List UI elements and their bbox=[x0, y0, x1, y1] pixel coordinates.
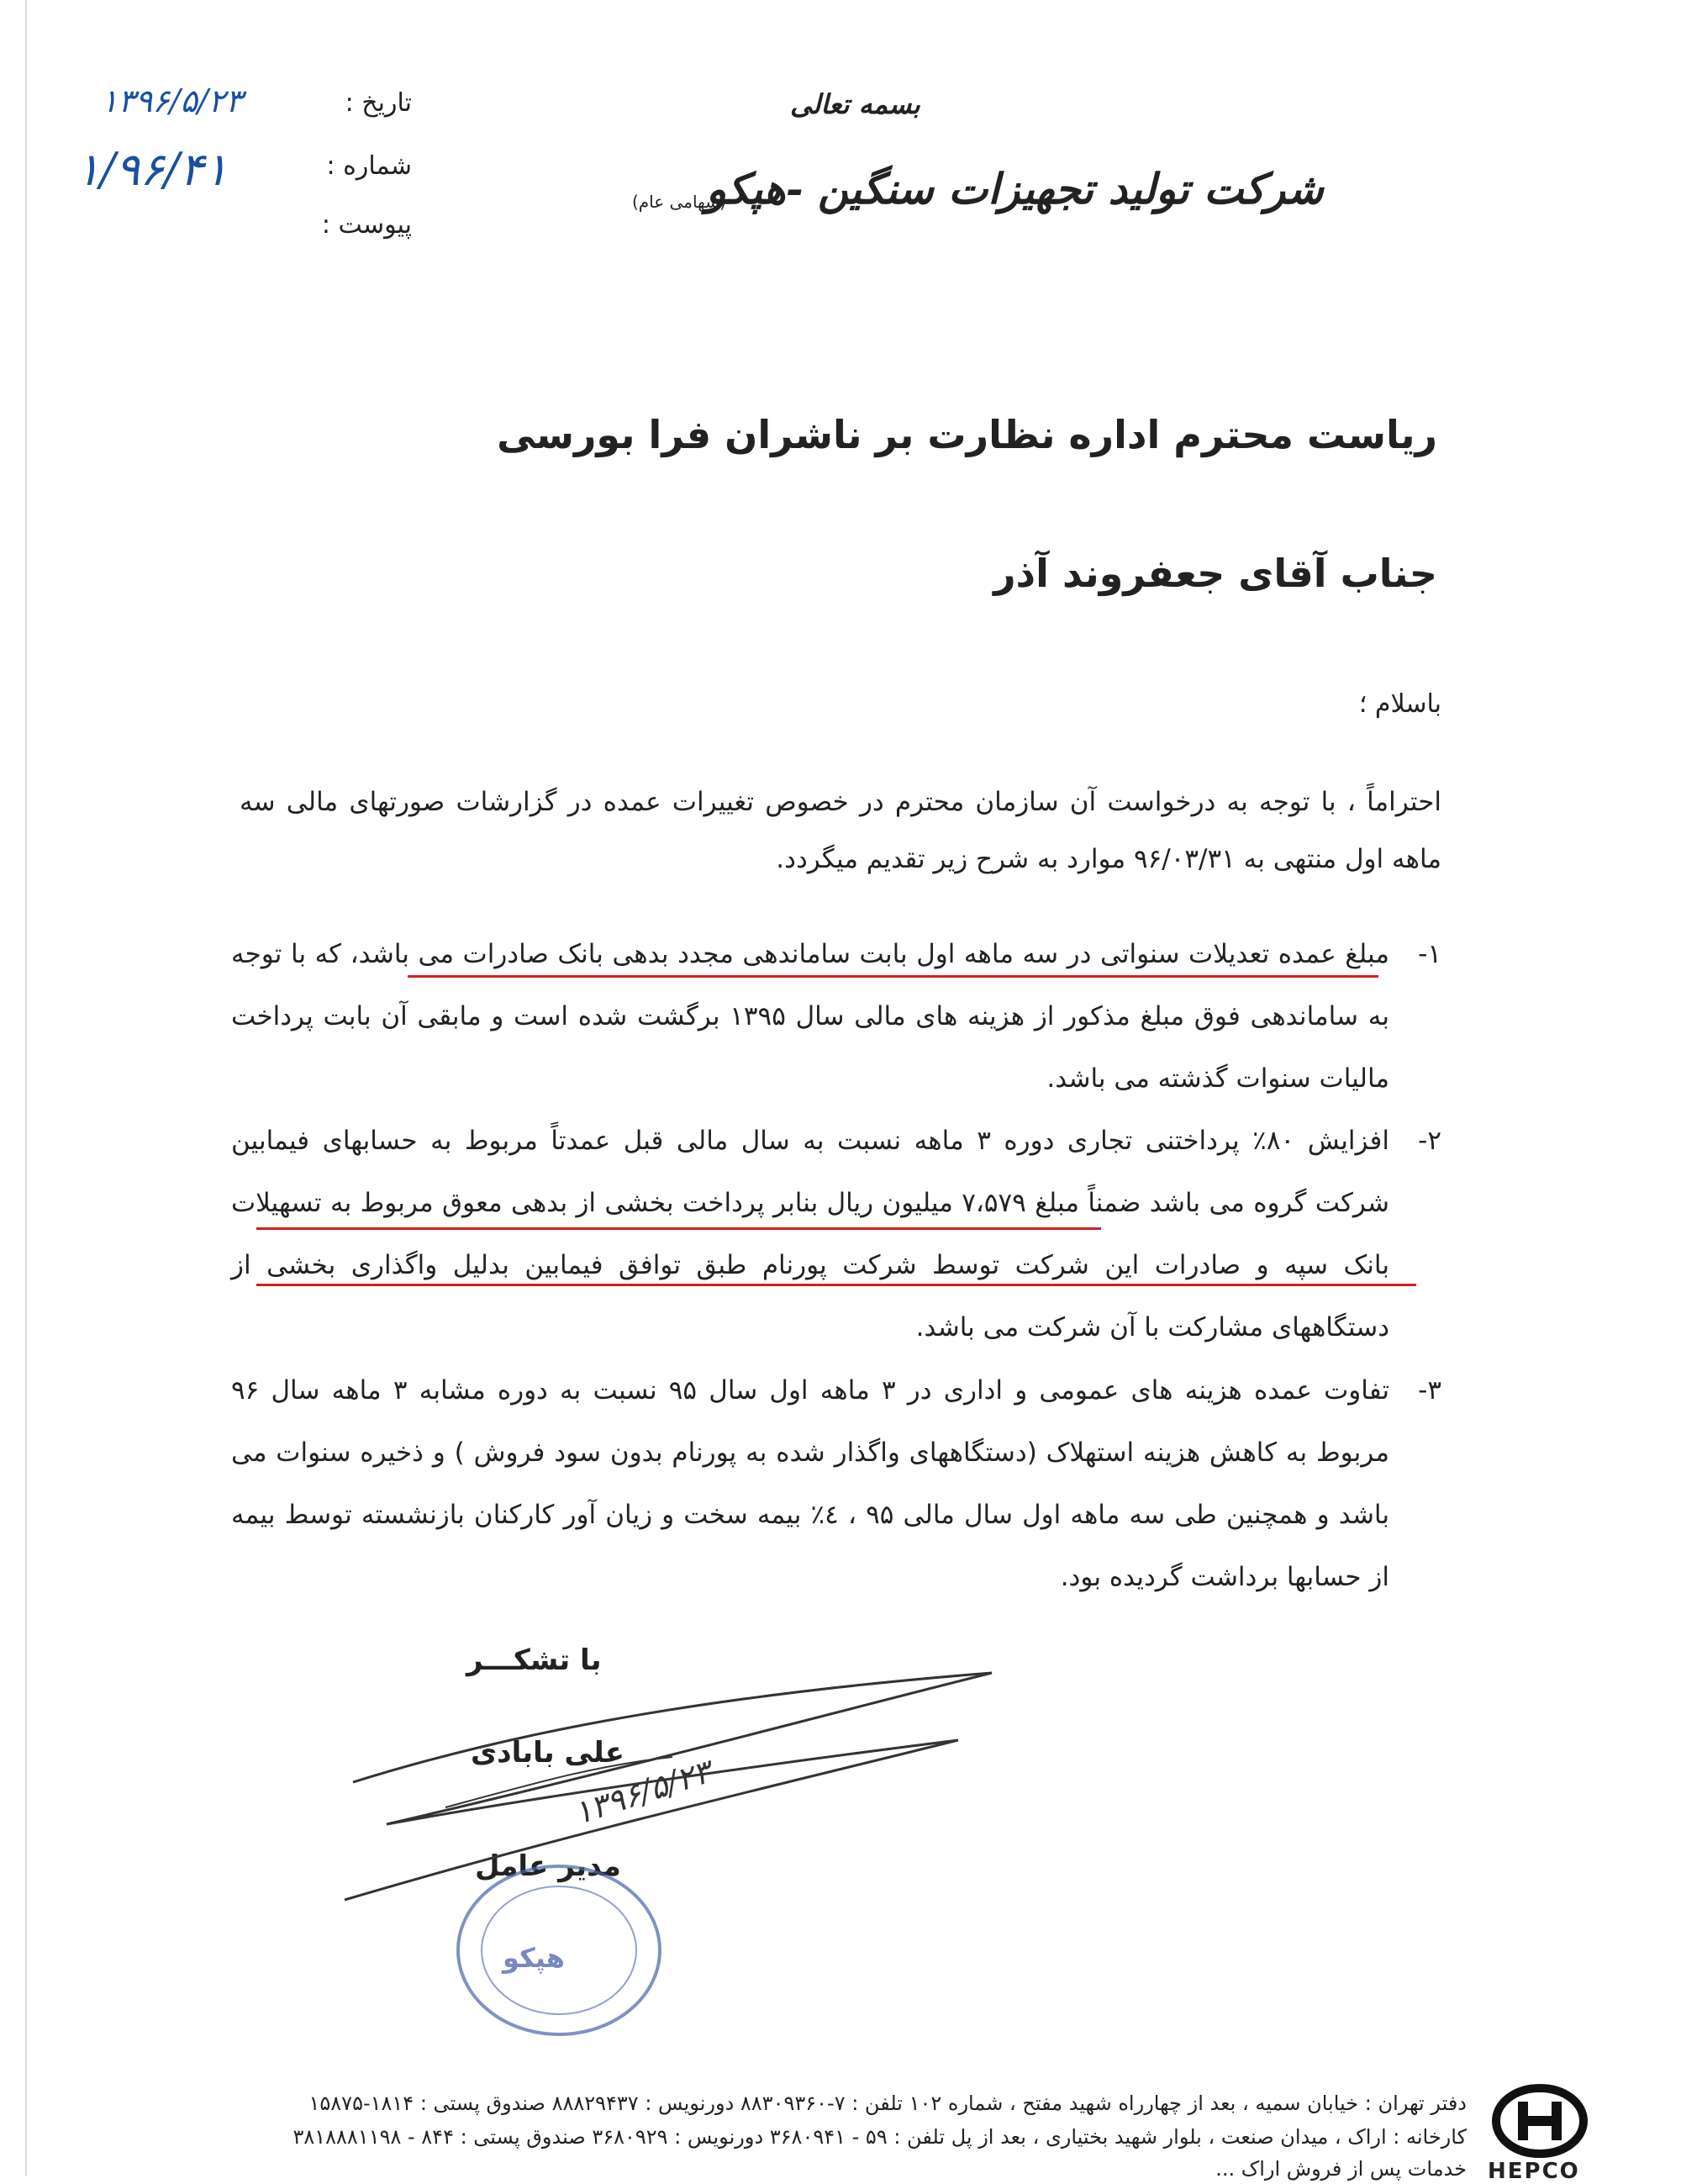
list-item bbox=[231, 1359, 1441, 1608]
company-type: (سهامی عام) bbox=[632, 192, 726, 212]
red-underline bbox=[256, 1227, 1101, 1230]
hepco-logo-icon bbox=[1489, 2083, 1590, 2159]
item-text: افزایش ۸۰٪ پرداختنی تجاری دوره ۳ ماهه نسبت به سال مالی قبل عمدتاً مربوط به حسابهای فیمابین شرکت گروه می باشد ضمناً مبلغ ۷،۵۷۹ میلیون ریال بنابر پرداخت بخشی از بدهی معوق مربوط به تسهیلات بانک سپه و صادرات این شرکت توسط شرکت پورنام طبق توافق فیمابین بدلیل واگذاری بخشی از دستگاههای مشارکت با آن شرکت می باشد. bbox=[231, 1126, 1389, 1343]
intro-paragraph: احتراماً ، با توجه به درخواست آن سازمان محترم در خصوص تغییرات عمده در گزارشات صورتهای مالی سه ماهه اول منتهی به ۹۶/۰۳/۳۱ موارد به شرح زیر تقدیم میگردد. bbox=[240, 787, 1441, 874]
item-number: ۲- bbox=[1418, 1126, 1441, 1156]
handwritten-number: ۱/۹۶/۴۱ bbox=[76, 143, 229, 196]
item-number: ۱- bbox=[1418, 939, 1441, 969]
red-underline bbox=[256, 1284, 1416, 1286]
basmala: بسمه تعالی bbox=[790, 88, 920, 120]
logo-text: HEPCO bbox=[1488, 2159, 1580, 2184]
footer-tehran-office: دفتر تهران : خیابان سمیه ، بعد از چهارراه شهید مفتح ، شماره ۱۰۲ تلفن : ۷-۸۸۳۰۹۳۶۰ دورنویس : ۸۸۸۲۹۴۳۷ صندوق پستی : ۱۸۱۴-۱۵۸۷۵ bbox=[308, 2092, 1467, 2115]
handwritten-signature-date: ۱۳۹۶/۵/۲۳ bbox=[569, 1753, 716, 1832]
number-label: شماره : bbox=[326, 151, 412, 181]
list-item bbox=[231, 923, 1441, 1110]
closing: با تشکـــر bbox=[466, 1643, 602, 1677]
salutation: باسلام ؛ bbox=[1358, 689, 1441, 719]
handwritten-date: ۱۳۹۶/۵/۲۳ bbox=[101, 82, 243, 119]
signer-title: مدیر عامل bbox=[475, 1849, 621, 1883]
scan-edge bbox=[25, 0, 27, 2176]
list-item bbox=[231, 1110, 1441, 1358]
company-name: شرکت تولید تجهیزات سنگین -هپکو bbox=[706, 164, 1324, 214]
attachment-label: پیوست : bbox=[321, 210, 412, 240]
addressee-title: ریاست محترم اداره نظارت بر ناشران فرا بورسی bbox=[497, 412, 1437, 457]
item-text: مبلغ عمده تعدیلات سنواتی در سه ماهه اول بابت ساماندهی مجدد بدهی بانک صادرات می باشد، که با توجه به ساماندهی فوق مبلغ مذکور از هزینه های مالی سال ۱۳۹۵ برگشت شده است و مابقی آن بابت پرداخت مالیات سنوات گذشته می باشد. bbox=[231, 939, 1389, 1094]
date-label: تاریخ : bbox=[345, 88, 412, 118]
red-underline bbox=[408, 975, 1378, 978]
item-number: ۳- bbox=[1418, 1375, 1441, 1406]
footer-factory: کارخانه : اراک ، میدان صنعت ، بلوار شهید بختیاری ، بعد از پل تلفن : ۵۹ - ۳۶۸۰۹۴۱ دورنویس : ۳۶۸۰۹۲۹ صندوق پستی : ۸۴۴ - ۳۸۱۸۸۸۱۱۹۸ bbox=[292, 2125, 1467, 2149]
footer-after-sales: خدمات پس از فروش اراک ... bbox=[1215, 2157, 1467, 2181]
signer-name: علی بابادی bbox=[471, 1736, 625, 1770]
addressee-name: جناب آقای جعفروند آذر bbox=[993, 551, 1437, 596]
stamp-text: هپکو bbox=[503, 1942, 565, 1974]
item-text: تفاوت عمده هزینه های عمومی و اداری در ۳ ماهه اول سال ۹۵ نسبت به دوره مشابه ۳ ماهه سال ۹۶ مربوط به کاهش هزینه استهلاک (دستگاههای واگذار شده به پورنام بدون سود فروش ) و ذخیره سنوات می باشد و همچنین طی سه ماهه اول سال مالی ۹۵ ، ٤٪ بیمه سخت و زیان آور کارکنان بازنشسته توسط بیمه از حسابها برداشت گردیده بود. bbox=[231, 1375, 1390, 1592]
